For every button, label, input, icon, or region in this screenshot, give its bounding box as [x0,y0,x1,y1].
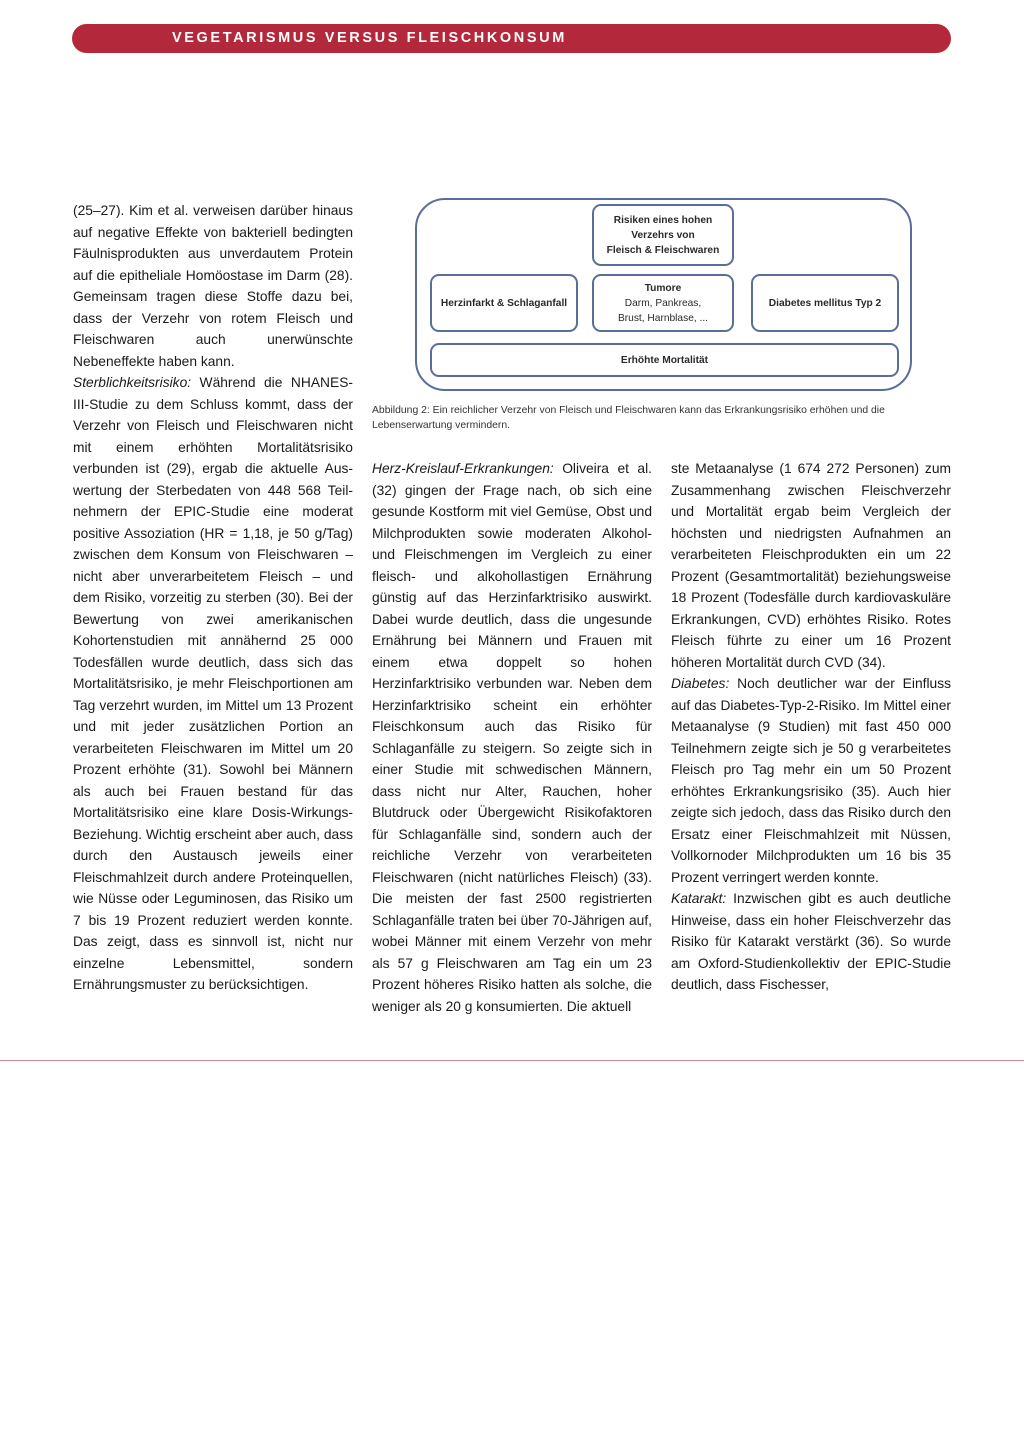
diagram-label: Risiken eines hohen [613,214,713,226]
diagram-box-risks [592,204,734,266]
paragraph [73,200,353,372]
diagram-label: Diabetes mellitus Typ 2 [768,297,882,309]
paragraph-text: Inzwischen gibt es auch deutliche Hinweise, dass ein hoher Fleischverzehr das Risiko für Katarakt verstärkt (36). So wurde am Oxford-Studienkollektiv der EPIC-Studie deutlich, dass Fischesser, [671,891,951,992]
diagram-label: Brust, Harnblase, ... [617,312,709,324]
paragraph-text: Oliveira et al. (32) gingen der Frage nach, ob sich eine gesunde Kostform mit viel Gemüse, Obst und Milchprodukten sowie moderaten Alkohol- und Fleischmengen im Vergleich zu einer fleisch- und alkohollastigen Ernährung günstig auf das Herzinfarktrisiko auswirkt. Dabei wurde deutlich, dass die ungesunde Ernährung bei Männern und Frauen mit einem etwa doppelt so hohen Herzinfarktrisiko verbunden war. Neben dem Herzinfarktrisiko scheint ein erhöhter Fleischkonsum auch das Risiko für Schlaganfälle zu steigern. So zeigte sich in einer Studie mit schwedischen Männern, dass nicht nur Alter, Rauchen, hoher Blutdruck oder Übergewicht Risikofaktoren für Schlaganfälle sind, sondern auch der reichliche Verzehr von verarbeiteten Fleischwaren (nicht natürliches Fleisch) (33). Die meisten der fast 2500 registrierten Schlaganfälle traten bei über 70-Jährigen auf, wobei Männer mit einem Verzehr von mehr als 57 g Fleischwaren am Tag ein um 23 Prozent höheres Risiko hatten als solche, die weniger als 20 g konsumierten. Die aktuell [372,461,652,1014]
diagram-box-mortality [430,343,899,377]
running-header-title: VEGETARISMUS VERSUS FLEISCHKONSUM [172,30,567,46]
running-header-bar [72,24,951,53]
footer-divider [0,1060,1024,1061]
subheading-diabetes: Diabetes: [671,676,730,691]
subheading-katarakt: Katarakt: [671,891,727,906]
text-column-2 [372,458,652,1017]
text-column-1 [73,200,353,996]
subheading-sterblichkeitsrisiko: Sterblichkeitsrisiko: [73,375,192,390]
paragraph-text: Während die NHANES-III-Studie zu dem Schluss kommt, dass der Verzehr von Fleisch und Fleischwaren nicht mit einem erhöhten Mortalitätsrisiko verbunden ist (29), ergab die aktuelle Auswertung der Sterbedaten von 448 568 Teilnehmern der EPIC-Studie eine moderat positive Assoziation (HR = 1,18, je 50 g/Tag) zwischen dem Konsum von Fleischwaren – nicht aber unverarbeitetem Fleisch – und dem Risiko, vorzeitig zu sterben (30). Bei der Bewertung von zwei amerikanischen Kohortenstudien mit annähernd 25 000 Todesfällen wurde deutlich, dass sich das Mortalitätsrisiko, je mehr Fleischportionen am Tag verzehrt wurden, im Mittel um 13 Prozent und mit jeder zusätzlichen Portion an verarbeiteten Fleischwaren im Mittel um 20 Prozent erhöhte (31). Sowohl bei Männern als auch bei Frauen bestand für das Mortalitätsrisiko eine klare Dosis-Wirkungs-Beziehung. Wichtig erscheint aber auch, dass durch den Austausch jeweils einer Fleischmahlzeit durch andere Proteinquellen, wie Nüsse oder Leguminosen, das Risiko um 7 bis 19 Prozent reduziert werden konnte. Das zeigt, dass es sinnvoll ist, nicht nur einzelne Lebensmittel, sondern Ernährungsmuster zu berücksichtigen. [73,375,353,992]
subheading-herz-kreislauf: Herz-Kreislauf-Erkrankungen: [372,461,554,476]
diagram-label: Herzinfarkt & Schlaganfall [440,297,568,309]
diagram-box-heart-stroke [430,274,578,332]
paragraph-text: (25–27). Kim et al. verweisen darüber hinaus auf negative Effekte von bakteriell bedingten Fäulnisprodukten aus unverdautem Protein auf die epitheliale Homöostase im Darm (28). Gemeinsam tragen diese Stoffe dazu bei, dass der Verzehr von rotem Fleisch und Fleischwaren auch unerwünschte Nebeneffekte haben kann. [73,203,353,369]
paragraph [671,673,951,888]
paragraph [671,888,951,996]
paragraph-text: Noch deutlicher war der Einfluss auf das Diabetes-Typ-2-Risiko. Im Mittel einer Metaanalyse (9 Studien) mit fast 450 000 Teilnehmern zeigte sich je 50 g verarbeitetes Fleisch pro Tag mehr ein um 50 Prozent erhöhtes Erkrankungsrisiko (35). Auch hier zeigte sich jedoch, dass das Risiko durch den Ersatz einer Fleischmahlzeit mit Nüssen, Vollkornoder Milchprodukten um 16 bis 35 Prozent verringert werden konnte. [671,676,951,885]
diagram-label: Darm, Pankreas, [624,297,702,309]
text-column-3 [671,458,951,996]
diagram-label: Erhöhte Mortalität [620,354,709,366]
paragraph [372,458,652,1017]
figure-diagram [415,198,912,391]
diagram-box-diabetes [751,274,899,332]
diagram-label: Tumore [644,282,682,294]
paragraph [671,458,951,673]
paragraph-text: ste Metaanalyse (1 674 272 Personen) zum Zusammenhang zwischen Fleischverzehr und Mortalität ergab beim Vergleich der höchsten und niedrigsten Aufnahmen an verarbeiteten Fleischprodukten ein um 22 Prozent (Gesamtmortalität) beziehungsweise 18 Prozent (Todesfälle durch kardiovaskuläre Erkrankungen, CVD) erhöhtes Risiko. Rotes Fleisch führte zu einer um 16 Prozent höheren Mortalität durch CVD (34). [671,461,951,670]
diagram-label: Verzehrs von [631,229,695,241]
paragraph [73,372,353,996]
figure-caption: Abbildung 2: Ein reichlicher Verzehr von Fleisch und Fleischwaren kann das Erkrankungsrisiko erhöhen und die Lebenserwartung vermindern. [372,405,885,431]
diagram-box-tumors [592,274,734,332]
diagram-label: Fleisch & Fleischwaren [606,244,720,256]
